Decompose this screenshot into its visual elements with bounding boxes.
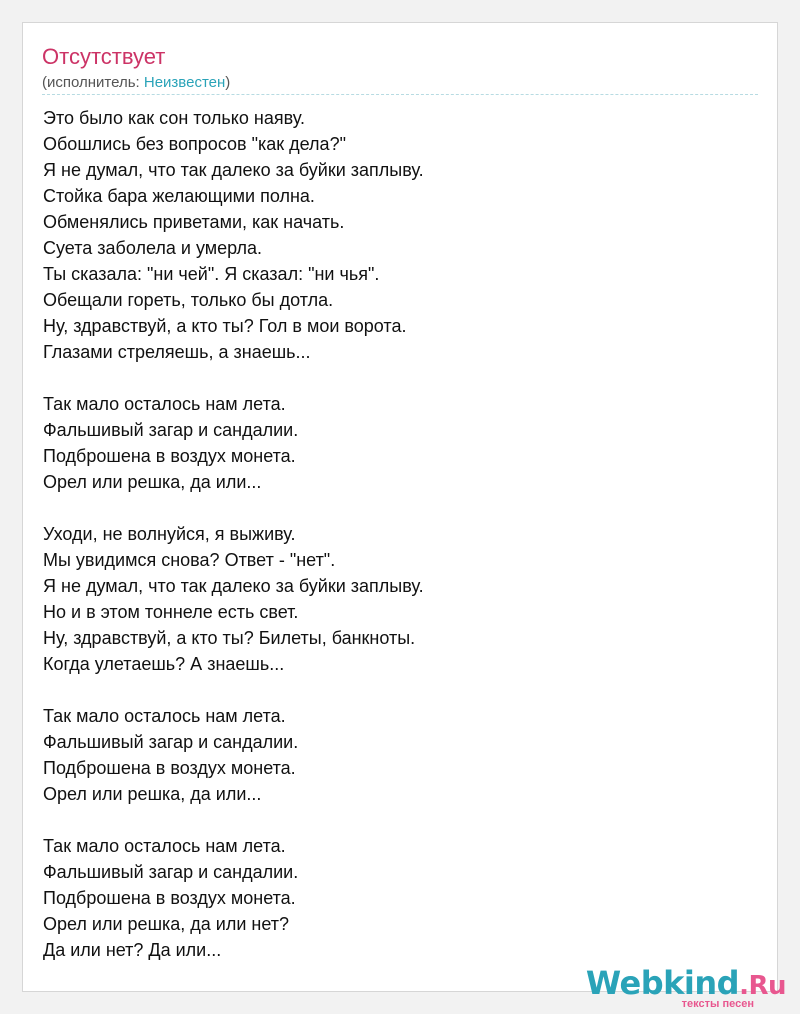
lyric-line: Да или нет? Да или... xyxy=(43,940,222,960)
lyric-line: Фальшивый загар и сандалии. xyxy=(43,862,299,882)
lyric-line: Орел или решка, да или... xyxy=(43,472,262,492)
lyrics-card xyxy=(22,22,778,992)
lyric-line: Суета заболела и умерла. xyxy=(43,238,263,258)
stanza-gap xyxy=(43,807,743,833)
lyric-line: Стойка бара желающими полна. xyxy=(43,186,315,206)
logo-tagline: тексты песен xyxy=(681,998,754,1010)
lyric-line: Подброшена в воздух монета. xyxy=(43,446,296,466)
lyric-line: Ну, здравствуй, а кто ты? Билеты, банкноты. xyxy=(43,628,416,648)
lyrics-text xyxy=(43,105,743,963)
lyric-line: Мы увидимся снова? Ответ - "нет". xyxy=(43,550,336,570)
stanza-gap xyxy=(43,365,743,391)
artist-prefix: (исполнитель: xyxy=(42,74,144,91)
lyric-line: Ну, здравствуй, а кто ты? Гол в мои ворота. xyxy=(43,316,407,336)
lyric-line: Подброшена в воздух монета. xyxy=(43,888,296,908)
lyric-line: Я не думал, что так далеко за буйки заплыву. xyxy=(43,160,424,180)
lyric-line: Обещали гореть, только бы дотла. xyxy=(43,290,334,310)
artist-link[interactable]: Неизвестен xyxy=(143,74,226,91)
lyric-line: Так мало осталось нам лета. xyxy=(43,836,286,856)
logo-name: Webkind xyxy=(585,964,740,1002)
lyric-line: Так мало осталось нам лета. xyxy=(43,394,286,414)
lyric-line: Я не думал, что так далеко за буйки заплыву. xyxy=(43,576,424,596)
logo-domain: .Ru xyxy=(739,971,786,1001)
stanza-gap xyxy=(43,495,743,521)
lyric-line: Уходи, не волнуйся, я выживу. xyxy=(43,524,296,544)
lyric-line: Ты сказала: "ни чей". Я сказал: "ни чья". xyxy=(43,264,380,284)
stanza-gap xyxy=(43,677,743,703)
lyric-line: Когда улетаешь? А знаешь... xyxy=(43,654,285,674)
lyric-line: Глазами стреляешь, а знаешь... xyxy=(43,342,311,362)
lyric-line: Орел или решка, да или нет? xyxy=(43,914,290,934)
lyric-line: Но и в этом тоннеле есть свет. xyxy=(43,602,299,622)
lyric-line: Орел или решка, да или... xyxy=(43,784,262,804)
artist-line xyxy=(42,73,230,93)
lyric-line: Так мало осталось нам лета. xyxy=(43,706,286,726)
lyric-line: Фальшивый загар и сандалии. xyxy=(43,420,299,440)
lyric-line: Обменялись приветами, как начать. xyxy=(43,212,345,232)
lyric-line: Обошлись без вопросов "как дела?" xyxy=(43,134,346,154)
site-logo[interactable] xyxy=(585,964,794,1012)
artist-suffix: ) xyxy=(225,74,231,91)
lyric-line: Фальшивый загар и сандалии. xyxy=(43,732,299,752)
lyric-line: Подброшена в воздух монета. xyxy=(43,758,296,778)
song-title: Отсутствует xyxy=(42,44,166,69)
divider xyxy=(42,94,758,95)
lyric-line: Это было как сон только наяву. xyxy=(43,108,305,128)
